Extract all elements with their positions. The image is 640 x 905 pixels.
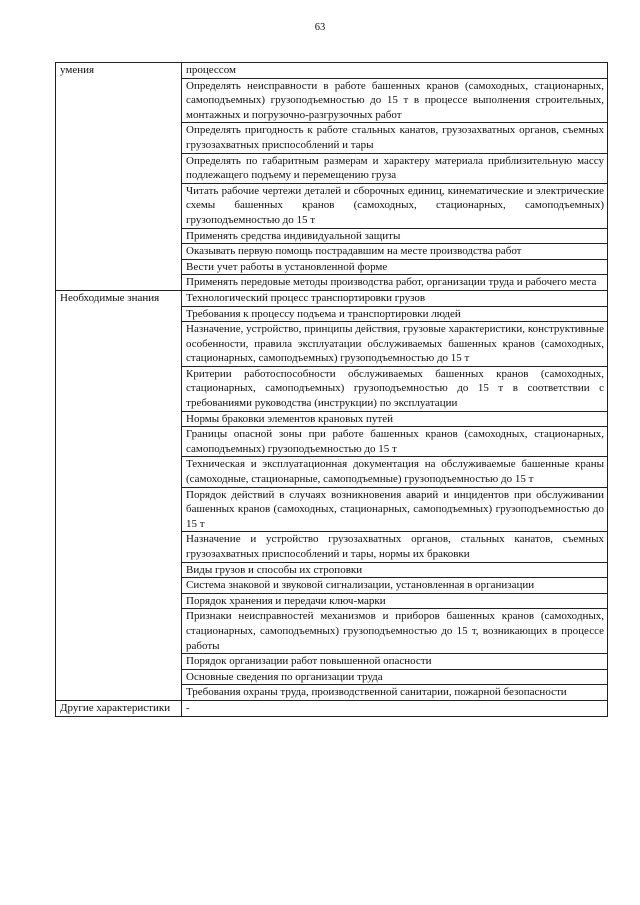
section-label: Необходимые знания <box>60 291 160 304</box>
table-cell-item: Применять средства индивидуальной защиты <box>182 228 608 244</box>
table-cell-item: Признаки неисправностей механизмов и приборов башенных кранов (самоходных, стационарных, самоподъемных) грузоподъемностью до 15 т, возникающих в процессе работы <box>182 609 608 654</box>
table-cell-item: Техническая и эксплуатационная документация на обслуживаемые башенные краны (самоходные, стационарные, самоподъемные) грузоподъемностью до 15 т <box>182 457 608 487</box>
table-cell-item: Вести учет работы в установленной форме <box>182 259 608 275</box>
table-cell-item: Читать рабочие чертежи деталей и сборочных единиц, кинематические и электрические схемы башенных кранов (самоходных, стационарных, самоподъемных) грузоподъемностью до 15 т <box>182 183 608 228</box>
table-cell-item: Система знаковой и звуковой сигнализации, установленная в организации <box>182 578 608 594</box>
section-label-cell <box>56 700 182 716</box>
table-cell-item: Критерии работоспособности обслуживаемых башенных кранов (самоходных, стационарных, самоподъемных) грузоподъемностью до 15 т в соответствии с требованиями руководства (инструкции) по эксплуатации <box>182 366 608 411</box>
table-cell-item: Определять неисправности в работе башенных кранов (самоходных, стационарных, самоподъемных) грузоподъемностью до 15 т в процессе выполнения строительных, монтажных и погрузочно-разгрузочных работ <box>182 78 608 123</box>
table-cell-item: Оказывать первую помощь пострадавшим на месте производства работ <box>182 244 608 260</box>
table-cell-item: Определять по габаритным размерам и характеру материала приблизительную массу подлежащего подъему и перемещению груза <box>182 153 608 183</box>
table-cell-item: Применять передовые методы производства работ, организации труда и рабочего места <box>182 275 608 291</box>
table-cell-item: - <box>182 700 608 716</box>
section-label-cell <box>56 290 182 700</box>
section-label: Другие характеристики <box>60 701 171 714</box>
page-number: 63 <box>314 22 326 33</box>
table-cell-item: процессом <box>182 63 608 79</box>
table-cell-item: Нормы браковки элементов крановых путей <box>182 411 608 427</box>
section-label-cell <box>56 63 182 291</box>
competency-table <box>55 62 608 717</box>
table-cell-item: Виды грузов и способы их строповки <box>182 562 608 578</box>
table-cell-item: Порядок организации работ повышенной опасности <box>182 654 608 670</box>
table-cell-item: Требования к процессу подъема и транспортировки людей <box>182 306 608 322</box>
table-cell-item: Назначение и устройство грузозахватных органов, стальных канатов, съемных грузозахватных приспособлений и тары, нормы их браковки <box>182 532 608 562</box>
table-cell-item: Требования охраны труда, производственной санитарии, пожарной безопасности <box>182 685 608 701</box>
table-cell-item: Порядок действий в случаях возникновения аварий и инцидентов при обслуживании башенных кранов (самоходных, стационарных, самоподъемных) грузоподъемностью до 15 т <box>182 487 608 532</box>
table-cell-item: Основные сведения по организации труда <box>182 669 608 685</box>
table-cell-item: Границы опасной зоны при работе башенных кранов (самоходных, стационарных, самоподъемных) грузоподъемностью до 15 т <box>182 427 608 457</box>
table-row <box>56 700 608 716</box>
table-row <box>56 290 608 306</box>
table-row <box>56 63 608 79</box>
table-cell-item: Технологический процесс транспортировки грузов <box>182 290 608 306</box>
table-cell-item: Определять пригодность к работе стальных канатов, грузозахватных органов, съемных грузозахватных приспособлений и тары <box>182 123 608 153</box>
table-cell-item: Назначение, устройство, принципы действия, грузовые характеристики, конструктивные особенности, правила эксплуатации обслуживаемых башенных кранов (самоходных, стационарных, самоподъемных) грузоподъемностью до 15 т <box>182 322 608 367</box>
table-cell-item: Порядок хранения и передачи ключ-марки <box>182 593 608 609</box>
section-label: умения <box>60 64 95 76</box>
